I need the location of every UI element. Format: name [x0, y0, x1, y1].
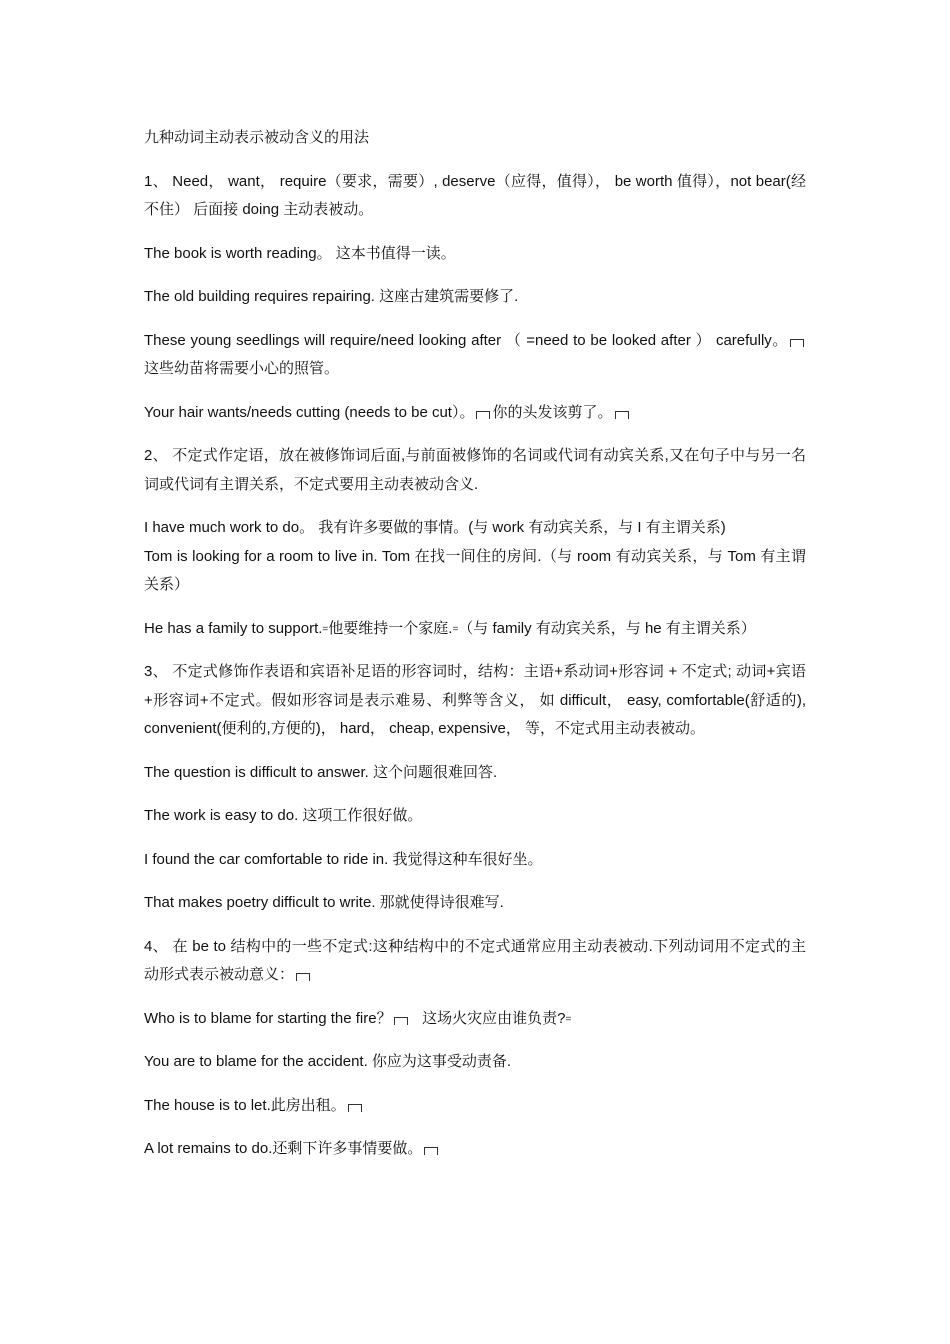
example-note: （与 family 有动宾关系，与 he 有主谓关系） [458, 619, 756, 637]
paragraph-mark-icon [348, 1104, 362, 1112]
example-english: Your hair wants/needs cutting (needs to be cut）。 [144, 403, 475, 421]
section-1-example-1: The book is worth reading。 这本书值得一读。 [144, 244, 456, 262]
example-chinese: 这场火灾应由谁负责? [422, 1009, 566, 1027]
section-3-example-3: I found the car comfortable to ride in. 我觉得这种车很好坐。 [144, 850, 543, 868]
section-1-example-4 [144, 399, 806, 428]
section-3-example-1: The question is difficult to answer. 这个问题很难回答. [144, 763, 498, 781]
equals-mark-icon: = [322, 623, 329, 635]
section-3-example-4: That makes poetry difficult to write. 那就使得诗很难写. [144, 894, 504, 911]
section-2-example-3 [144, 615, 806, 644]
section-4-example-1 [144, 1005, 806, 1034]
section-3-example-2: The work is easy to do. 这项工作很好做。 [144, 807, 423, 824]
section-2-example-2: Tom is looking for a room to live in. Tom 在找一间住的房间.（与 room 有动宾关系，与 Tom 有主谓关系） [144, 547, 806, 593]
section-4-example-2: You are to blame for the accident. 你应为这事受动责备. [144, 1053, 512, 1070]
example-chinese: 你的头发该剪了。 [492, 403, 613, 421]
paragraph-mark-icon [615, 411, 629, 419]
document-body [144, 124, 806, 1179]
example-english: He has a family to support. [144, 619, 323, 637]
example-text: A lot remains to do.还剩下许多事情要做。 [144, 1140, 423, 1157]
example-chinese: 他要维持一个家庭. [328, 619, 453, 637]
example-chinese: 这些幼苗将需要小心的照管。 [144, 360, 340, 377]
paragraph-mark-icon [476, 411, 490, 419]
section-1-intro: 1、 Need， want， require（要求，需要）, deserve（应得，值得）， be worth 值得），not bear(经不住） 后面接 doing 主动表被动。 [144, 172, 806, 218]
section-4-example-4 [144, 1135, 806, 1164]
example-text: The house is to let.此房出租。 [144, 1096, 346, 1114]
section-3-intro: 3、 不定式修饰作表语和宾语补足语的形容词时，结构：主语+系动词+形容词 + 不定式; 动词+宾语+形容词+不定式。假如形容词是表示难易、利弊等含义， 如 difficult， easy, comfortable(舒适的), convenient(便利的,方便的)， hard， cheap, expensive， 等，不定式用主动表被动。 [144, 663, 806, 737]
section-2-intro: 2、 不定式作定语，放在被修饰词后面,与前面被修饰的名词或代词有动宾关系,又在句子中与另一名词或代词有主谓关系，不定式要用主动表被动含义. [144, 447, 806, 493]
equals-mark-icon: = [565, 1013, 572, 1025]
paragraph-mark-icon [790, 339, 804, 347]
example-english: Who is to blame for starting the fire？ [144, 1009, 392, 1027]
example-english: These young seedlings will require/need looking after （ =need to be looked after ） carefully。 [144, 331, 788, 349]
paragraph-mark-icon [296, 973, 310, 981]
paragraph-mark-icon [424, 1147, 438, 1155]
equals-mark-icon: = [452, 623, 459, 635]
section-4-example-3 [144, 1092, 806, 1121]
section-1-example-3 [144, 327, 806, 384]
section-4-intro [144, 933, 806, 990]
paragraph-mark-icon [394, 1017, 408, 1025]
document-title: 九种动词主动表示被动含义的用法 [144, 129, 370, 146]
section-2-example-1: I have much work to do。 我有许多要做的事情。(与 work 有动宾关系，与 I 有主谓关系) [144, 519, 726, 536]
section-4-intro-text: 4、 在 be to 结构中的一些不定式:这种结构中的不定式通常应用主动表被动.下列动词用不定式的主动形式表示被动意义： [144, 937, 806, 983]
section-1-example-2: The old building requires repairing. 这座古建筑需要修了. [144, 288, 519, 305]
